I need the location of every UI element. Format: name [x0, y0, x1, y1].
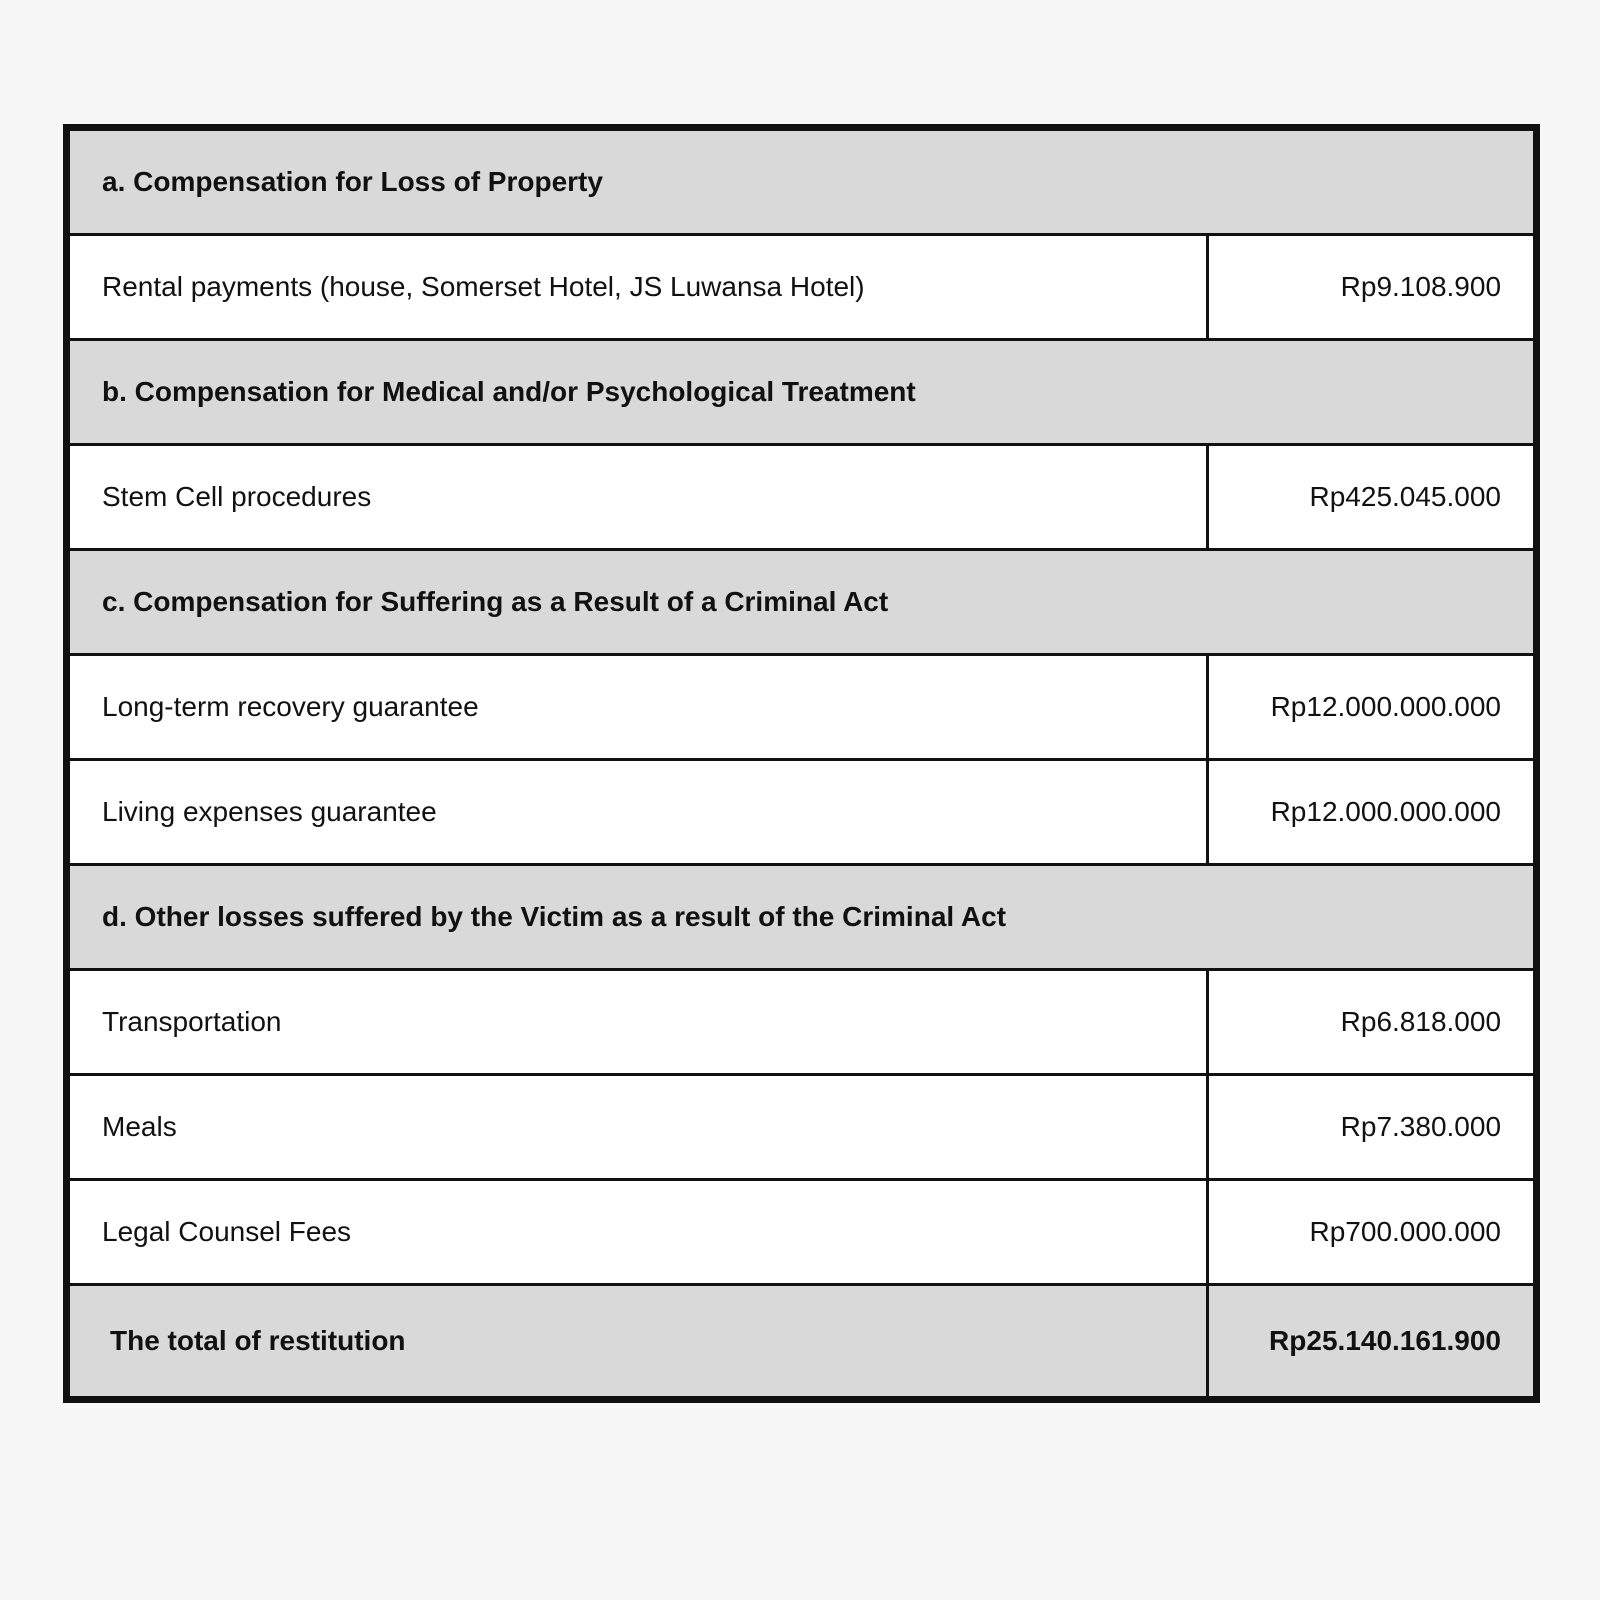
item-amount: Rp12.000.000.000	[1208, 655, 1535, 760]
item-amount: Rp9.108.900	[1208, 235, 1535, 340]
section-heading: c. Compensation for Suffering as a Result of a Criminal Act	[69, 550, 1535, 655]
item-label: Transportation	[69, 970, 1208, 1075]
table-row	[69, 1075, 1535, 1180]
item-label: Meals	[69, 1075, 1208, 1180]
section-heading: a. Compensation for Loss of Property	[69, 130, 1535, 235]
table-row	[69, 760, 1535, 865]
item-amount: Rp7.380.000	[1208, 1075, 1535, 1180]
restitution-table	[67, 128, 1536, 1399]
total-label: The total of restitution	[69, 1285, 1208, 1398]
total-row	[69, 1285, 1535, 1398]
section-heading-row	[69, 865, 1535, 970]
table-row	[69, 970, 1535, 1075]
section-heading: d. Other losses suffered by the Victim as a result of the Criminal Act	[69, 865, 1535, 970]
item-label: Rental payments (house, Somerset Hotel, JS Luwansa Hotel)	[69, 235, 1208, 340]
item-label: Stem Cell procedures	[69, 445, 1208, 550]
section-heading-row	[69, 130, 1535, 235]
section-heading-row	[69, 340, 1535, 445]
item-label: Long-term recovery guarantee	[69, 655, 1208, 760]
total-amount: Rp25.140.161.900	[1208, 1285, 1535, 1398]
section-heading: b. Compensation for Medical and/or Psychological Treatment	[69, 340, 1535, 445]
table-row	[69, 655, 1535, 760]
item-label: Living expenses guarantee	[69, 760, 1208, 865]
table-row	[69, 1180, 1535, 1285]
item-label: Legal Counsel Fees	[69, 1180, 1208, 1285]
table-row	[69, 445, 1535, 550]
item-amount: Rp700.000.000	[1208, 1180, 1535, 1285]
item-amount: Rp425.045.000	[1208, 445, 1535, 550]
item-amount: Rp12.000.000.000	[1208, 760, 1535, 865]
table-row	[69, 235, 1535, 340]
item-amount: Rp6.818.000	[1208, 970, 1535, 1075]
section-heading-row	[69, 550, 1535, 655]
